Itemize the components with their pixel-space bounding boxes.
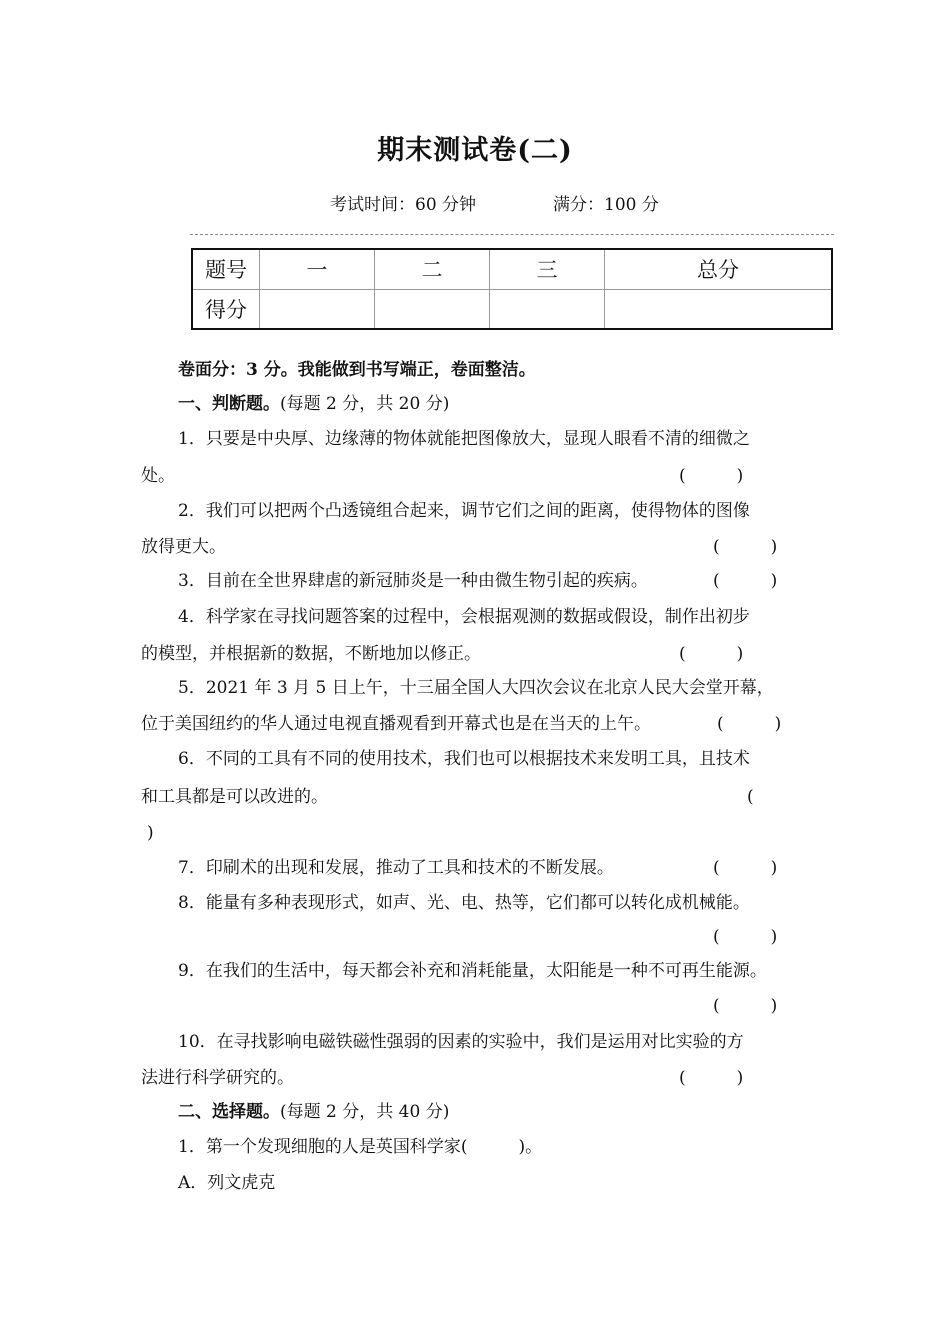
- score-cell-two[interactable]: [375, 289, 490, 329]
- section2-title: 二、选择题。: [178, 1102, 280, 1122]
- choice-q1-line: 1．第一个发现细胞的人是英国科学家( )。: [178, 1137, 543, 1157]
- dashed-divider: [190, 234, 834, 235]
- row-head-question-number: 题号: [192, 249, 260, 289]
- neatness-note: 卷面分：3 分。我能做到书写端正，卷面整洁。: [178, 360, 536, 380]
- score-table-row-question-number: [192, 249, 832, 289]
- col-one: 一: [260, 249, 375, 289]
- section1-heading: [178, 393, 449, 415]
- exam-time: 考试时间：60 分钟: [330, 195, 477, 215]
- q10-answer-blank[interactable]: ( ): [679, 1068, 744, 1088]
- q9-line: 9．在我们的生活中，每天都会补充和消耗能量，太阳能是一种不可再生能源。: [178, 961, 767, 981]
- section1-title: 一、判断题。: [178, 394, 280, 414]
- score-cell-one[interactable]: [260, 289, 375, 329]
- q3-answer-blank[interactable]: ( ): [713, 571, 778, 591]
- score-table-row-score: [192, 289, 832, 329]
- q2-line2: 放得更大。: [141, 537, 226, 557]
- section2-heading: [178, 1101, 449, 1123]
- score-cell-three[interactable]: [490, 289, 605, 329]
- q1-line2: 处。: [141, 466, 175, 486]
- col-three: 三: [490, 249, 605, 289]
- q7-answer-blank[interactable]: ( ): [713, 858, 778, 878]
- q8-line: 8．能量有多种表现形式，如声、光、电、热等，它们都可以转化成机械能。: [178, 893, 750, 913]
- q4-answer-blank[interactable]: ( ): [679, 644, 744, 664]
- q1-answer-blank[interactable]: ( ): [679, 466, 744, 486]
- q4-line2: 的模型，并根据新的数据，不断地加以修正。: [141, 644, 481, 664]
- score-cell-total[interactable]: [605, 289, 832, 329]
- row-head-score: 得分: [192, 289, 260, 329]
- exam-title: 期末测试卷(二): [377, 135, 573, 166]
- q5-line1: 5．2021 年 3 月 5 日上午，十三届全国人大四次会议在北京人民大会堂开幕，: [178, 678, 774, 698]
- q2-answer-blank[interactable]: ( ): [713, 537, 778, 557]
- exam-full-score: 满分：100 分: [553, 195, 659, 215]
- col-total: 总分: [605, 249, 832, 289]
- q8-answer-blank[interactable]: ( ): [713, 927, 778, 947]
- q9-answer-blank[interactable]: ( ): [713, 996, 778, 1016]
- q6-line1: 6．不同的工具有不同的使用技术，我们也可以根据技术来发明工具，且技术: [178, 749, 750, 769]
- q10-line1: 10．在寻找影响电磁铁磁性强弱的因素的实验中，我们是运用对比实验的方: [178, 1032, 744, 1052]
- q10-line2: 法进行科学研究的。: [141, 1068, 294, 1088]
- section2-scoring: (每题 2 分，共 40 分): [280, 1102, 450, 1122]
- q6-line2: 和工具都是可以改进的。: [141, 787, 328, 807]
- choice-q1-option-a[interactable]: A．列文虎克: [178, 1173, 276, 1193]
- q5-answer-blank[interactable]: ( ): [717, 714, 782, 734]
- q4-line1: 4．科学家在寻找问题答案的过程中，会根据观测的数据或假设，制作出初步: [178, 607, 750, 627]
- col-two: 二: [375, 249, 490, 289]
- q7-line: 7．印刷术的出现和发展，推动了工具和技术的不断发展。: [178, 858, 614, 878]
- q2-line1: 2．我们可以把两个凸透镜组合起来，调节它们之间的距离，使得物体的图像: [178, 501, 750, 521]
- q6-answer-paren-close: ): [147, 823, 154, 843]
- q3-line: 3．目前在全世界肆虐的新冠肺炎是一种由微生物引起的疾病。: [178, 571, 648, 591]
- score-table: [191, 248, 833, 330]
- q5-line2: 位于美国纽约的华人通过电视直播观看到开幕式也是在当天的上午。: [141, 714, 651, 734]
- section1-scoring: (每题 2 分，共 20 分): [280, 394, 450, 414]
- q1-line1: 1．只要是中央厚、边缘薄的物体就能把图像放大，显现人眼看不清的细微之: [178, 429, 750, 449]
- q6-answer-paren-open[interactable]: (: [747, 787, 754, 807]
